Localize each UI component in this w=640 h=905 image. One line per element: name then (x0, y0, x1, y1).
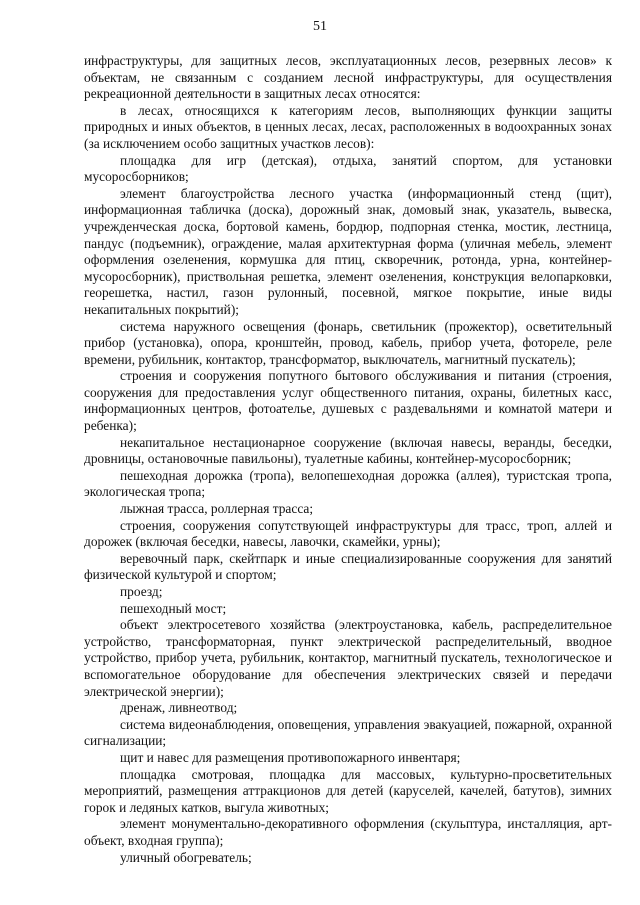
list-item: система видеонаблюдения, оповещения, управления эвакуацией, пожарной, охранной сигнализации; (84, 716, 612, 749)
list-item: площадка для игр (детская), отдыха, занятий спортом, для установки мусоросборников; (84, 152, 612, 185)
list-item: объект электросетевого хозяйства (электроустановка, кабель, распределительное устройство, трансформаторная, пункт электрической распределительный, вводное устройство, прибор учета, рубильник, контактор, магнитный пускатель, технологическое и вспомогательное оборудование для обеспечения электрических связей и передачи электрической энергии); (84, 617, 612, 699)
list-item: уличный обогреватель; (120, 849, 252, 865)
list-item: строения и сооружения попутного бытового обслуживания и питания (строения, сооружения для предоставления услуг общественного питания, охраны, билетных касс, информационных центров, фотоателье, душевых с раздевальнями и комнатой матери и ребенка); (84, 368, 612, 434)
list-item: система наружного освещения (фонарь, светильник (прожектор), осветительный прибор (установка), опора, кронштейн, провод, кабель, прибор учета, фотореле, реле времени, рубильник, контактор, трансформатор, выключатель, магнитный пускатель); (84, 318, 612, 367)
list-item: щит и навес для размещения противопожарного инвентаря; (120, 749, 461, 765)
document-body (84, 53, 612, 866)
list-item: проезд; (120, 584, 163, 599)
list-item: строения, сооружения сопутствующей инфраструктуры для трасс, троп, аллей и дорожек (включая беседки, навесы, лавочки, скамейки, урны); (84, 517, 612, 550)
list-item: пешеходная дорожка (тропа), велопешеходная дорожка (аллея), туристская тропа, экологическая тропа; (84, 467, 612, 500)
list-item: пешеходный мост; (120, 600, 227, 616)
list-item: элемент благоустройства лесного участка (информационный стенд (щит), информационная табличка (доска), дорожный знак, домовый знак, указатель, вывеска, учрежденческая доска, бортовой камень, бордюр, подпорная стенка, мостик, лестница, пандус (подъемник), ограждение, малая архитектурная форма (уличная мебель, элемент оформления озеленения, кормушка для птиц, скворечник, ротонда, урна, контейнер-мусоросборник), приствольная решетка, элемент озеленения, конструкция велопарковки, георешетка, настил, газон рулонный, посевной, мягкое покрытие, иные виды некапитальных покрытий); (84, 185, 612, 317)
list-item: лыжная трасса, роллерная трасса; (120, 501, 314, 517)
paragraph: в лесах, относящихся к категориям лесов, выполняющих функции защиты природных и иных объектов, в ценных лесах, лесах, расположенных в водоохранных зонах (за исключением особо защитных участков лесов): (84, 102, 612, 151)
list-item: площадка смотровая, площадка для массовых, культурно-просветительных мероприятий, размещения аттракционов для детей (каруселей, качелей, батутов), зимних горок и ледяных катков, выгула животных; (84, 766, 612, 815)
paragraph: инфраструктуры, для защитных лесов, эксплуатационных лесов, резервных лесов» к объектам, не связанным с созданием лесной инфраструктуры, для осуществления рекреационной деятельности в защитных лесах относятся: (84, 53, 612, 102)
list-item: некапитальное нестационарное сооружение (включая навесы, веранды, беседки, дровницы, остановочные павильоны), туалетные кабины, контейнер-мусоросборник; (84, 434, 612, 467)
list-item: элемент монументально-декоративного оформления (скульптура, инсталляция, арт-объект, входная группа); (84, 816, 612, 848)
page-number: 51 (313, 19, 327, 34)
list-item: веревочный парк, скейтпарк и иные специализированные сооружения для занятий физической культурой и спортом; (84, 550, 612, 583)
list-item: дренаж, ливнеотвод; (120, 700, 238, 716)
